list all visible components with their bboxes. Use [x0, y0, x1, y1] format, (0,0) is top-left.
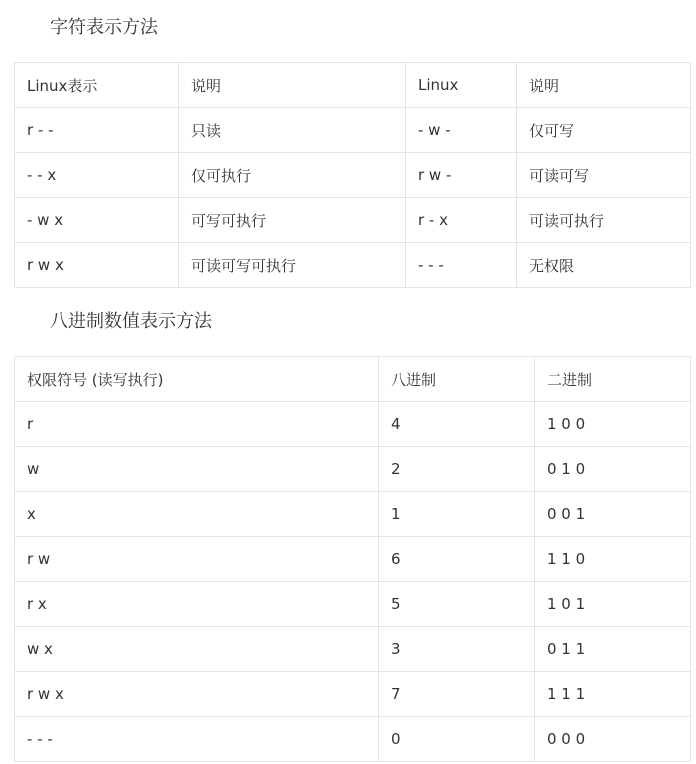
table-row	[15, 153, 691, 198]
table-cell: 可读可写可执行	[179, 243, 406, 288]
table-cell: - - -	[15, 717, 379, 762]
table-cell: 1 1 1	[535, 672, 691, 717]
table-cell: r w x	[15, 243, 179, 288]
table-header-row	[15, 357, 691, 402]
table-cell: 6	[379, 537, 535, 582]
header-binary: 二进制	[535, 357, 691, 402]
octal-notation-title: 八进制数值表示方法	[50, 311, 212, 332]
table-cell: r - x	[406, 198, 517, 243]
table-cell: 可写可执行	[179, 198, 406, 243]
header-linux-notation: Linux表示	[15, 63, 179, 108]
table-cell: 5	[379, 582, 535, 627]
table-cell: x	[15, 492, 379, 537]
table-cell: 0	[379, 717, 535, 762]
table-row	[15, 447, 691, 492]
table-cell: 0 0 1	[535, 492, 691, 537]
table-row	[15, 108, 691, 153]
table-cell: 可读可写	[517, 153, 691, 198]
table-cell: r	[15, 402, 379, 447]
table-header-row	[15, 63, 691, 108]
table-cell: 4	[379, 402, 535, 447]
char-notation-title: 字符表示方法	[50, 17, 158, 38]
table-cell: w x	[15, 627, 379, 672]
octal-notation-table	[14, 356, 691, 762]
table-row	[15, 243, 691, 288]
table-cell: r w -	[406, 153, 517, 198]
table-cell: r w	[15, 537, 379, 582]
char-notation-table	[14, 62, 691, 288]
table-cell: r x	[15, 582, 379, 627]
table-row	[15, 198, 691, 243]
table-cell: r - -	[15, 108, 179, 153]
table-cell: 0 1 1	[535, 627, 691, 672]
table-cell: - w -	[406, 108, 517, 153]
table-cell: 无权限	[517, 243, 691, 288]
header-permission-symbol: 权限符号 (读写执行)	[15, 357, 379, 402]
table-cell: w	[15, 447, 379, 492]
table-cell: 仅可执行	[179, 153, 406, 198]
table-row	[15, 537, 691, 582]
table-row	[15, 672, 691, 717]
table-cell: 0 1 0	[535, 447, 691, 492]
header-octal: 八进制	[379, 357, 535, 402]
table-cell: 1 0 0	[535, 402, 691, 447]
table-row	[15, 717, 691, 762]
header-description: 说明	[517, 63, 691, 108]
table-cell: 1 0 1	[535, 582, 691, 627]
table-cell: 只读	[179, 108, 406, 153]
table-cell: - - x	[15, 153, 179, 198]
table-cell: - - -	[406, 243, 517, 288]
table-cell: 3	[379, 627, 535, 672]
table-cell: 仅可写	[517, 108, 691, 153]
table-cell: 可读可执行	[517, 198, 691, 243]
table-row	[15, 582, 691, 627]
table-cell: 2	[379, 447, 535, 492]
table-cell: - w x	[15, 198, 179, 243]
table-cell: 1 1 0	[535, 537, 691, 582]
table-row	[15, 627, 691, 672]
table-row	[15, 402, 691, 447]
header-description: 说明	[179, 63, 406, 108]
table-cell: r w x	[15, 672, 379, 717]
table-row	[15, 492, 691, 537]
header-linux: Linux	[406, 63, 517, 108]
table-cell: 0 0 0	[535, 717, 691, 762]
table-cell: 1	[379, 492, 535, 537]
table-cell: 7	[379, 672, 535, 717]
